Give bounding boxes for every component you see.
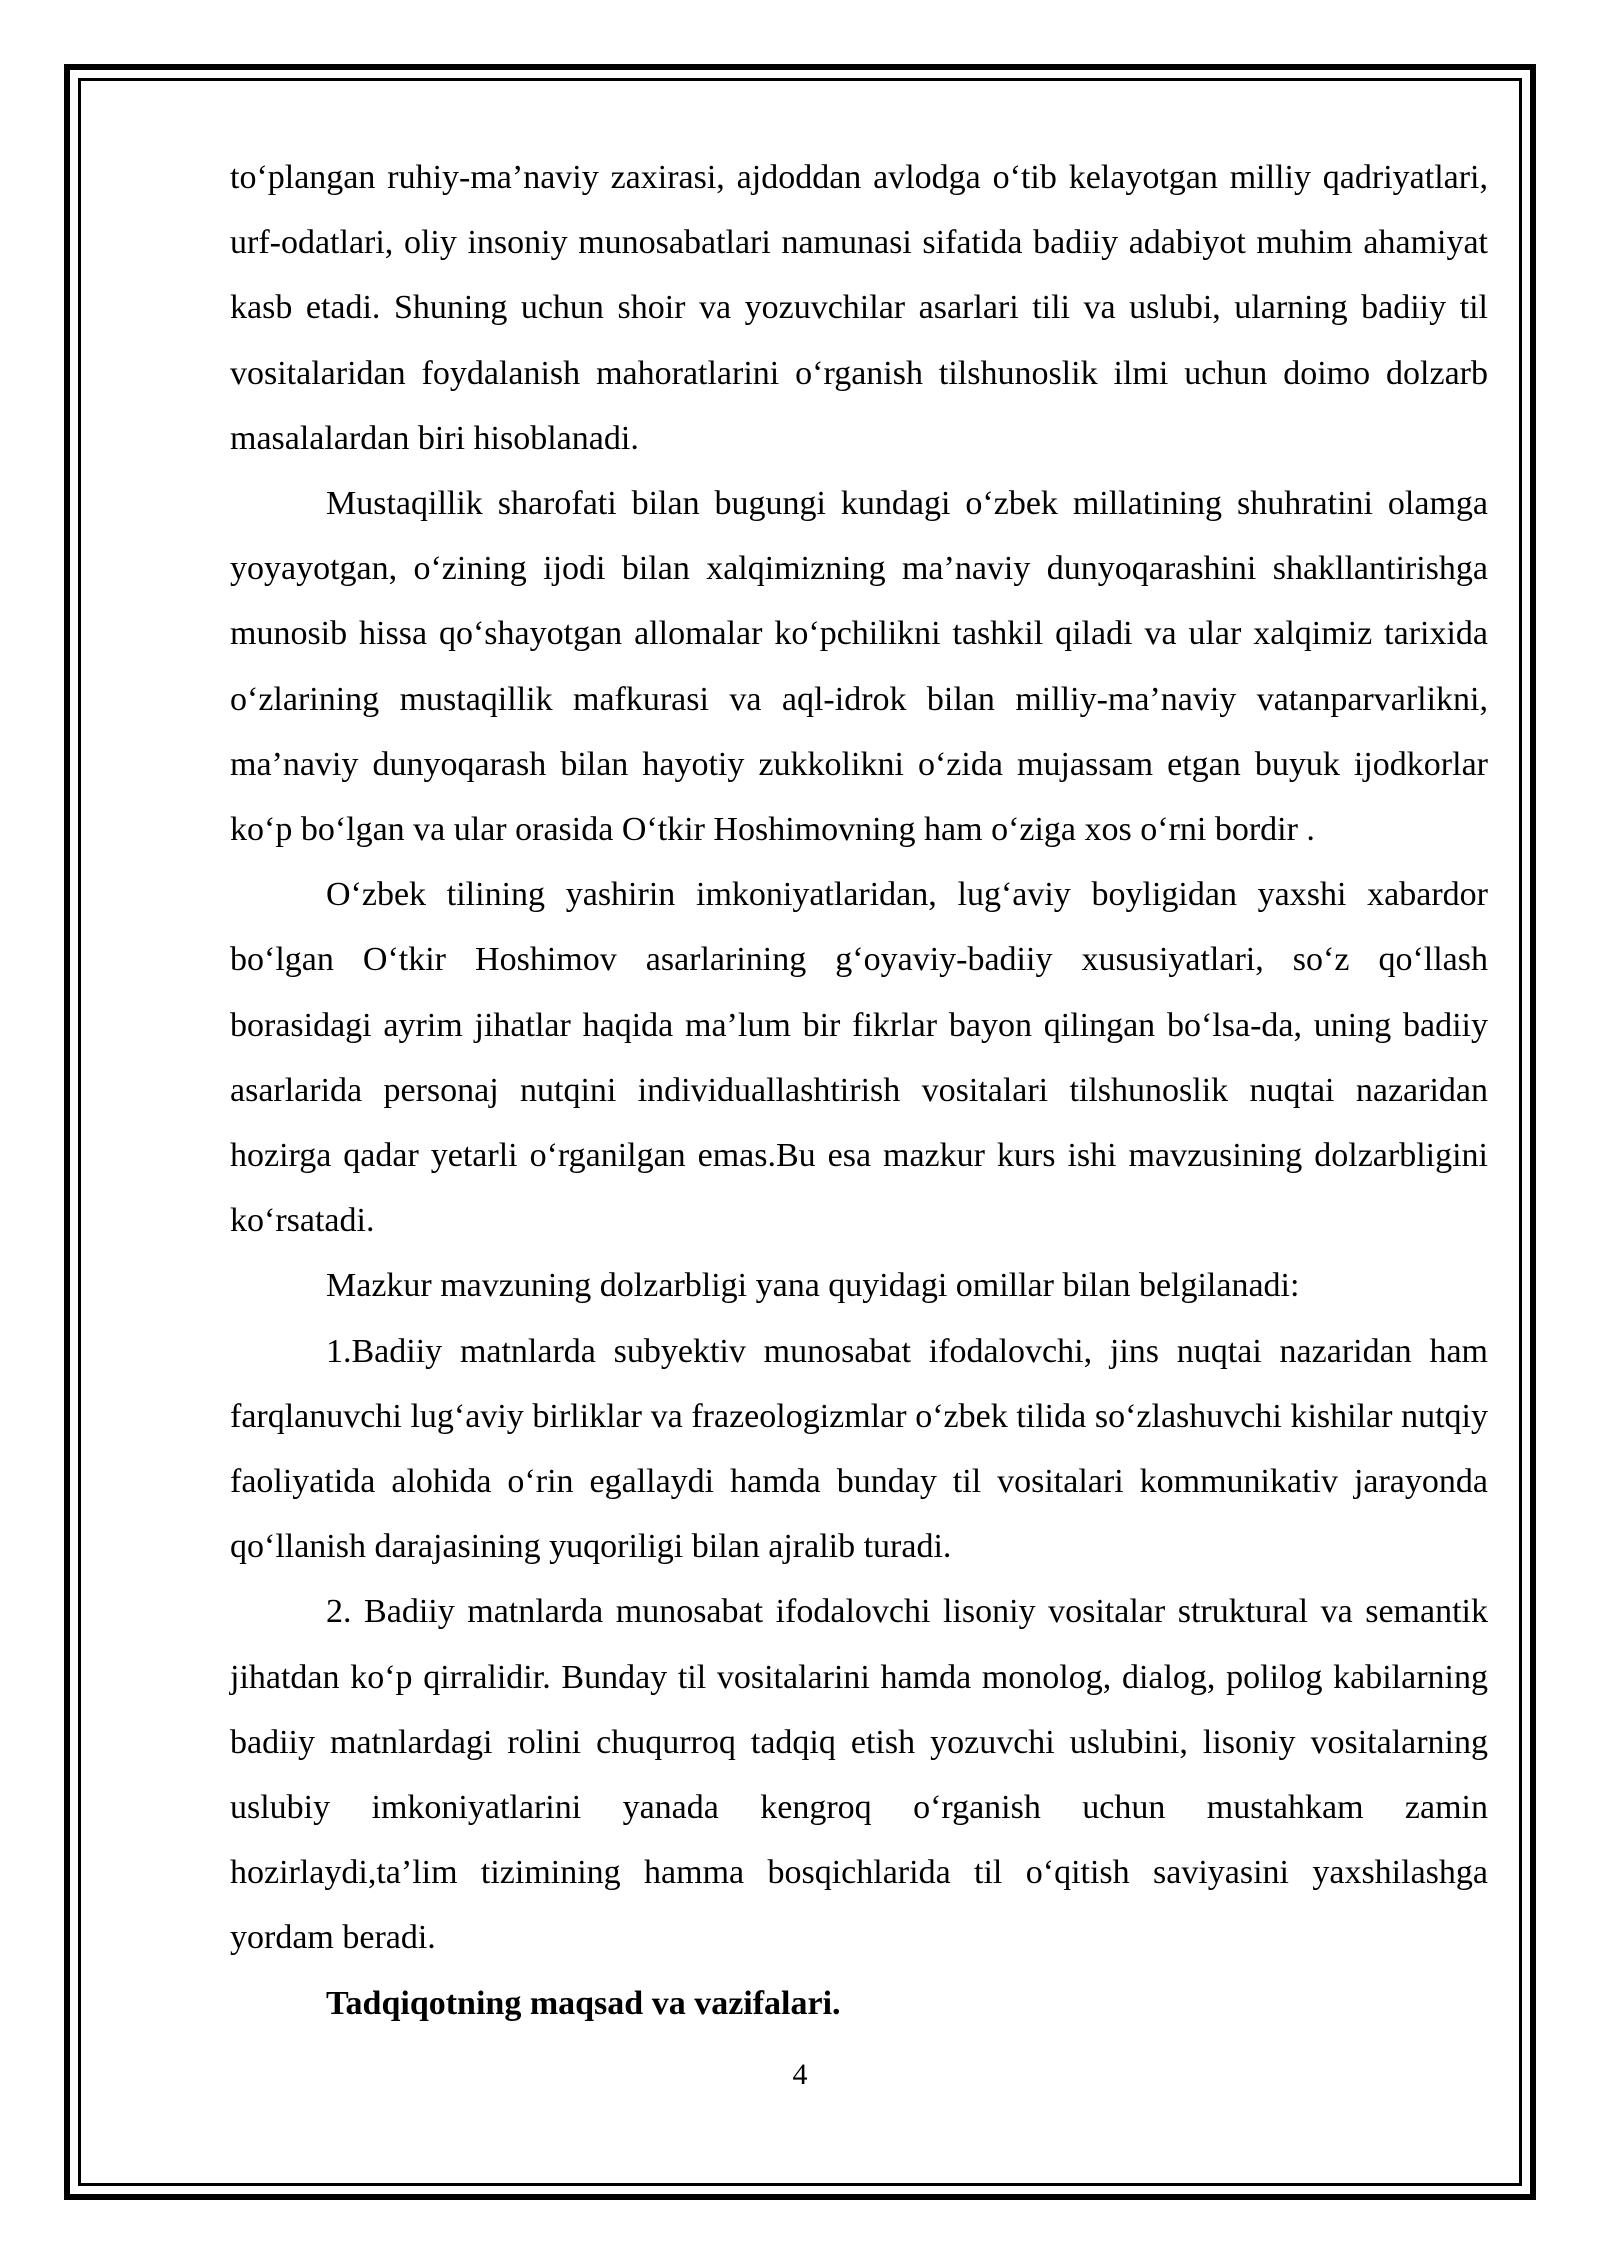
paragraph-5: 1.Badiiy matnlarda subyektiv munosabat ifodalovchi, jins nuqtai nazaridan ham farqlanuvchi lug‘aviy birliklar va frazeologizmlar o‘zbek tilida so‘zlashuvchi kishilar nutqiy faoliyatida alohida o‘rin egallaydi hamda bunday til vositalari kommunikativ jarayonda qo‘llanish darajasining yuqoriligi bilan ajralib turadi. — [230, 1332, 1488, 1566]
page-number: 4 — [792, 2058, 808, 2091]
paragraph-3: O‘zbek tilining yashirin imkoniyatlaridan, lug‘aviy boyligidan yaxshi xabardor bo‘lgan O‘tkir Hoshimov asarlarining g‘oyaviy-badiiy xususiyatlari, so‘z qo‘llash borasidagi ayrim jihatlar haqida ma’lum bir fikrlar bayon qilingan bo‘lsa-da, uning badiiy asarlarida personaj nutqini individuallashtirish vositalari tilshunoslik nuqtai nazaridan hozirga qadar yetarli o‘rganilgan emas.Bu esa mazkur kurs ishi mavzusining dolzarbligini ko‘rsatadi. — [230, 876, 1488, 1240]
paragraph-4: Mazkur mavzuning dolzarbligi yana quyidagi omillar bilan belgilanadi: — [326, 1267, 1300, 1305]
paragraph-2: Mustaqillik sharofati bilan bugungi kundagi o‘zbek millatining shuhratini olamga yoyayotgan, o‘zining ijodi bilan xalqimizning ma’naviy dunyoqarashini shakllantirishga munosib hissa qo‘shayotgan allomalar ko‘pchilikni tashkil qiladi va ular xalqimiz tarixida o‘zlarining mustaqillik mafkurasi va aql-idrok bilan milliy-ma’naviy vatanparvarlikni, ma’naviy dunyoqarash bilan hayotiy zukkolikni o‘zida mujassam etgan buyuk ijodkorlar ko‘p bo‘lgan va ular orasida O‘tkir Hoshimovning ham o‘ziga xos o‘rni bordir . — [230, 485, 1488, 849]
document-body — [230, 145, 1488, 2036]
paragraph-1: to‘plangan ruhiy-ma’naviy zaxirasi, ajdoddan avlodga o‘tib kelayotgan milliy qadriyatlari, urf-odatlari, oliy insoniy munosabatlari namunasi sifatida badiiy adabiyot muhim ahamiyat kasb etadi. Shuning uchun shoir va yozuvchilar asarlari tili va uslubi, ularning badiiy til vositalaridan foydalanish mahoratlarini o‘rganish tilshunoslik ilmi uchun doimo dolzarb masalalardan biri hisoblanadi. — [230, 159, 1488, 457]
section-heading: Tadqiqotning maqsad va vazifalari. — [326, 1984, 841, 2022]
paragraph-6: 2. Badiiy matnlarda munosabat ifodalovchi lisoniy vositalar struktural va semantik jihatdan ko‘p qirralidir. Bunday til vositalarini hamda monolog, dialog, polilog kabilarning badiiy matnlardagi rolini chuqurroq tadqiq etish yozuvchi uslubini, lisoniy vositalarning uslubiy imkoniyatlarini yanada kengroq o‘rganish uchun mustahkam zamin hozirlaydi,ta’lim tizimining hamma bosqichlarida til o‘qitish saviyasini yaxshilashga yordam beradi. — [230, 1593, 1488, 1957]
